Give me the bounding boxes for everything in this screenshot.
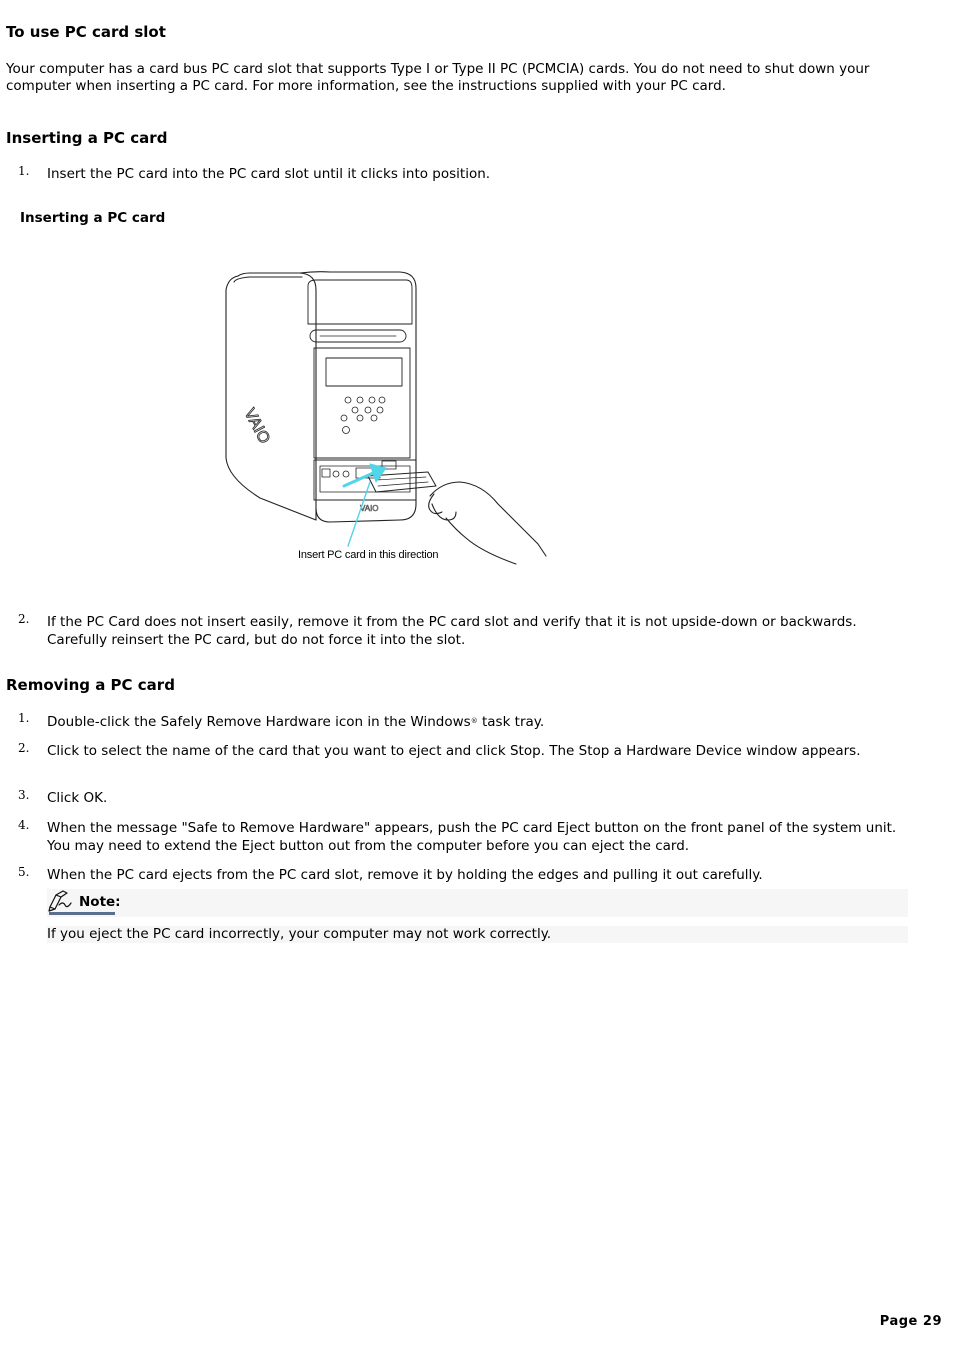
registered-mark: ® (470, 717, 478, 725)
step-text: When the PC card ejects from the PC card slot, remove it by holding the edges and pulling it out carefully. (47, 867, 763, 883)
vaio-logo: VAIO (240, 405, 273, 447)
page-number: Page 29 (879, 1314, 942, 1329)
step-text: Insert the PC card into the PC card slot until it clicks into position. (47, 166, 491, 182)
step-text: Click to select the name of the card that you want to eject and click Stop. The Stop a Hardware Device window appears. (47, 743, 861, 759)
note-body (47, 926, 908, 943)
inserting-heading: Inserting a PC card (6, 129, 168, 147)
intro-paragraph: Your computer has a card bus PC card slot that supports Type I or Type II PC (PCMCIA) cards. You do not need to shut down your computer when inserting a PC card. For more information, see the instructions supplied with your PC card. (6, 61, 870, 94)
step-number: 1. (18, 711, 30, 725)
removing-heading: Removing a PC card (6, 676, 175, 694)
step-number: 4. (18, 818, 30, 832)
step-text: Double-click the Safely Remove Hardware icon in the Windows® task tray. (47, 714, 545, 730)
figure-caption: Inserting a PC card (20, 210, 166, 226)
pencil-note-icon (47, 889, 75, 913)
note-text: If you eject the PC card incorrectly, your computer may not work correctly. (47, 926, 552, 942)
step-text: If the PC Card does not insert easily, remove it from the PC card slot and verify that it is not upside-down or backwards. Carefully reinsert the PC card, but do not force it into the slot. (47, 614, 857, 648)
svg-text:VAIO: VAIO (360, 504, 379, 513)
page-title: To use PC card slot (6, 23, 166, 41)
step-text: Click OK. (47, 790, 108, 806)
step-number: 2. (18, 741, 30, 755)
computer-illustration (220, 268, 550, 568)
note-header (47, 889, 908, 917)
note-underline (49, 912, 115, 915)
note-title: Note: (79, 894, 121, 910)
step-number: 2. (18, 612, 30, 626)
step-number: 5. (18, 865, 30, 879)
pc-card-insertion-figure (220, 268, 550, 568)
figure-label: Insert PC card in this direction (298, 549, 439, 561)
step-number: 3. (18, 788, 30, 802)
step-number: 1. (18, 164, 30, 178)
step-text: When the message "Safe to Remove Hardware" appears, push the PC card Eject button on the front panel of the system unit. You may need to extend the Eject button out from the computer before you can eject the card. (47, 820, 897, 854)
